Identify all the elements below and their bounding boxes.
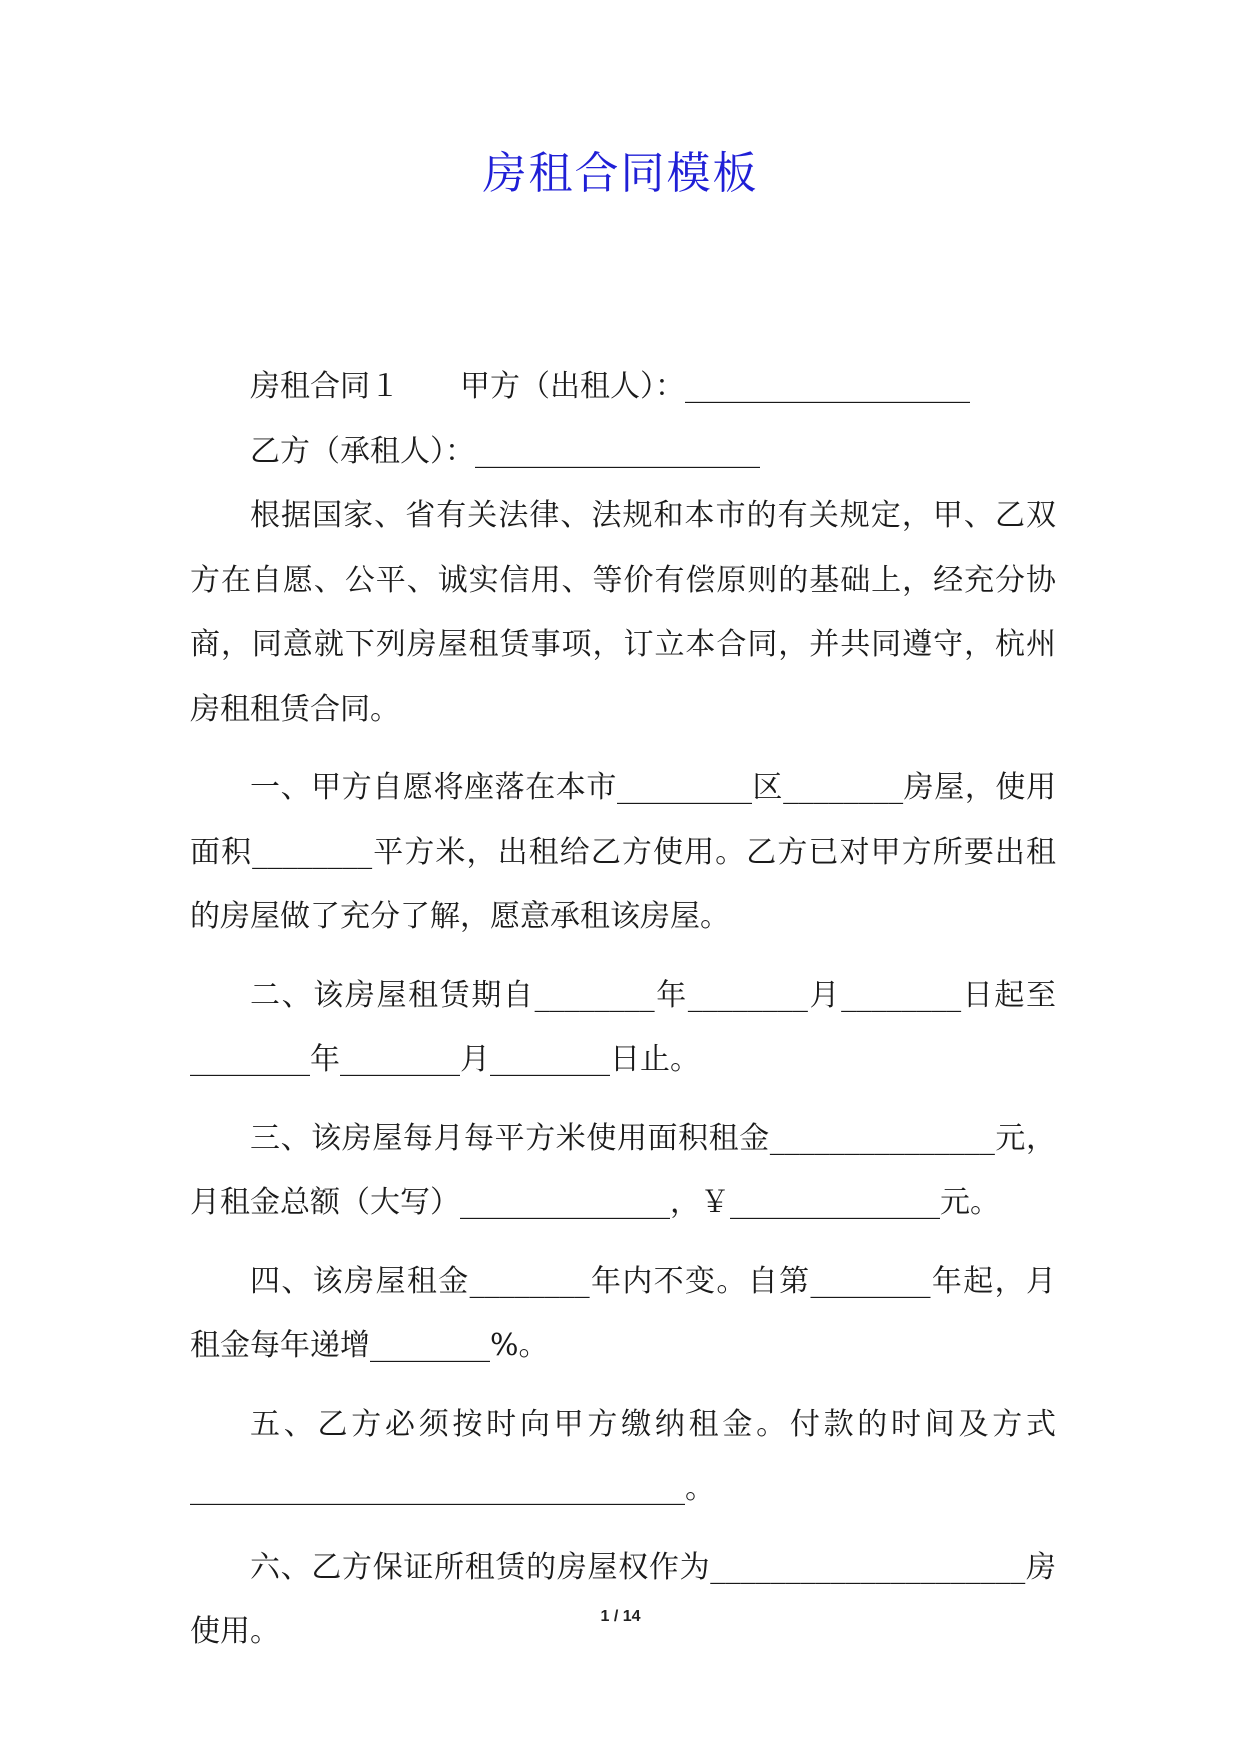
paragraph-clause-5: 五、乙方必须按时向甲方缴纳租金。付款的时间及方式_________________________________。 (190, 1406, 1056, 1506)
paragraph-parties-lessor: 房租合同１ 甲方（出租人）：___________________ (250, 369, 970, 404)
paragraph-parties-lessee: 乙方（承租人）：___________________ (250, 433, 760, 469)
paragraph-clause-6: 六、乙方保证所租赁的房屋权作为_____________________房使用。 (190, 1549, 1056, 1649)
contract-body (190, 355, 1056, 1665)
paragraph-clause-1: 一、甲方自愿将座落在本市_________区________房屋，使用面积________平方米，出租给乙方使用。乙方已对甲方所要出租的房屋做了充分了解，愿意承租该房屋。 (190, 770, 1056, 934)
paragraph-clause-2: 二、该房屋租赁期自________年________月________日起至________年________月________日止。 (190, 977, 1056, 1077)
document-title: 房租合同模板 (482, 148, 759, 199)
page-indicator: 1 / 14 (600, 1608, 641, 1625)
paragraph-clause-4: 四、该房屋租金________年内不变。自第________年起，月租金每年递增________%。 (190, 1263, 1056, 1363)
paragraph-preamble: 根据国家、省有关法律、法规和本市的有关规定，甲、乙双方在自愿、公平、诚实信用、等价有偿原则的基础上，经充分协商，同意就下列房屋租赁事项，订立本合同，并共同遵守，杭州房租租赁合同。 (190, 498, 1056, 727)
paragraph-clause-3: 三、该房屋每月每平方米使用面积租金_______________元，月租金总额（大写）______________，￥______________元。 (190, 1120, 1056, 1220)
